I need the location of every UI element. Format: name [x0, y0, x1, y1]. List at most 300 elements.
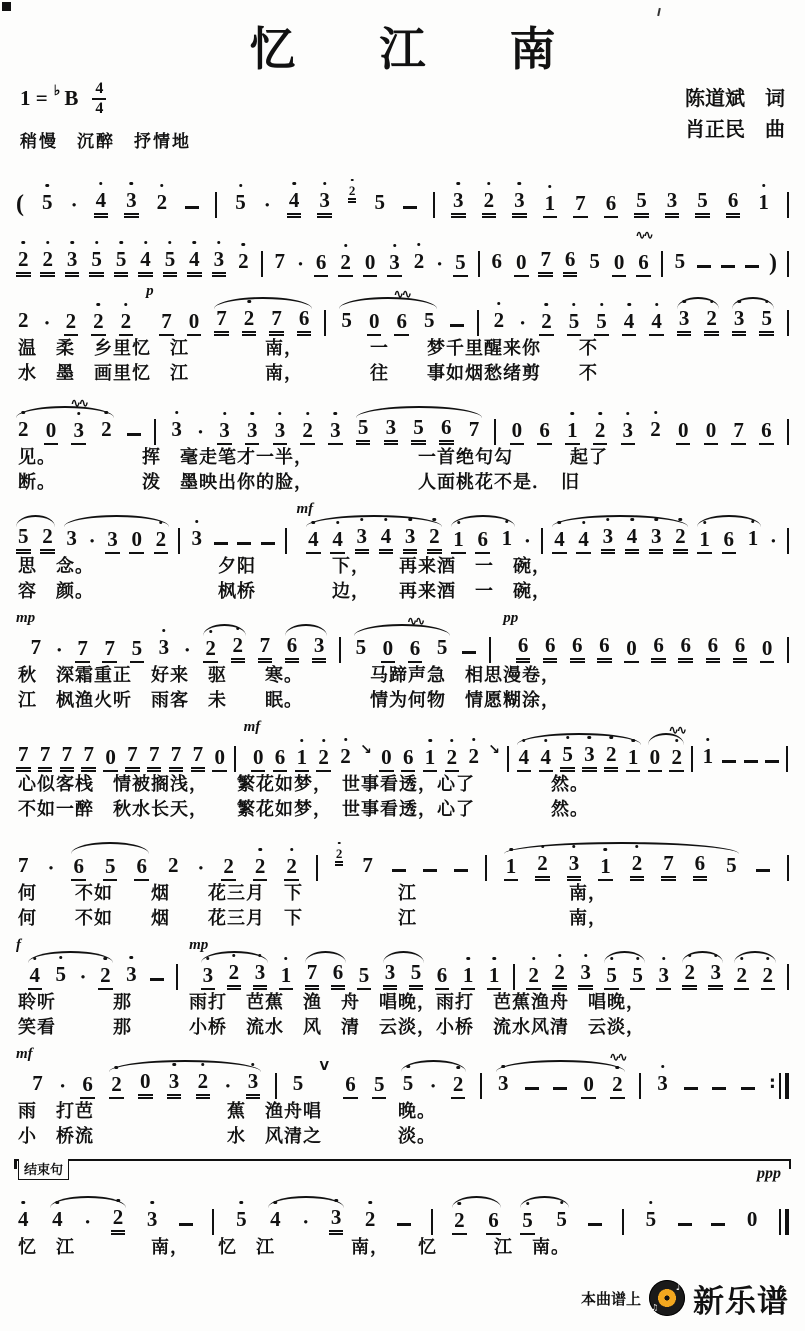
note-token: 6 — [651, 634, 666, 663]
note-token: 5 — [341, 307, 352, 332]
note-token: 4 — [649, 310, 664, 336]
note-token: 2 — [109, 1073, 124, 1099]
note-token: 5 — [436, 634, 448, 659]
note-token: 6 — [706, 634, 721, 663]
barline-icon — [787, 419, 789, 445]
note-token: 7 — [75, 637, 90, 663]
note-token: 1 — [598, 855, 613, 881]
note-token: 2 — [445, 746, 460, 772]
augmentation-dot: · — [183, 637, 191, 662]
augmentation-dot: · — [523, 528, 531, 553]
note-token: 3 — [655, 1072, 670, 1099]
key-tempo-block — [20, 81, 191, 152]
note-token: 2 — [704, 307, 719, 336]
lyric-line: 秋 深霜重正 好来 驱 寒。 马蹄声急 相思漫卷， — [18, 664, 560, 686]
lyricist-credit: 陈道斌 词 — [685, 85, 785, 110]
augmentation-dot: · — [296, 251, 304, 276]
note-token: 2 — [535, 852, 550, 881]
lyric-line: 何 不如 烟 花三月 下 江 南， — [18, 907, 607, 929]
note-token: 2 — [482, 189, 497, 218]
note-token: 3 — [328, 419, 343, 445]
note-token: 4 — [16, 1208, 31, 1235]
note-token: 2 — [40, 525, 55, 554]
augmentation-dot: · — [43, 310, 51, 335]
augmentation-dot: · — [55, 637, 63, 662]
note-token: 2 — [452, 1209, 467, 1235]
note-token: 3 — [621, 419, 636, 445]
note-token: 6 — [314, 251, 329, 277]
note-token: 5 — [103, 855, 118, 881]
system — [14, 393, 791, 495]
note-token: 2 — [98, 964, 113, 990]
system — [14, 225, 791, 277]
vinyl-record-icon — [649, 1280, 685, 1316]
note-token: 0 — [648, 746, 663, 772]
note-token: 3 — [732, 307, 747, 336]
barline-icon — [261, 251, 263, 277]
slur-arc — [354, 624, 450, 636]
note-token: 4 — [517, 746, 532, 772]
note-token: 4 — [94, 189, 109, 218]
flat-icon: ♭ — [53, 84, 61, 100]
augmentation-dot: · — [47, 855, 55, 880]
augmentation-dot: · — [79, 964, 87, 989]
duration-dash — [214, 542, 228, 545]
note-line: mf 7 · 6 2 0 3 2 · 3 5 V 6 5 5 · 2 3 0 2 ∿∿ 3 : — [14, 1047, 791, 1099]
note-token: 2 — [673, 525, 688, 554]
note-token: 2 — [761, 964, 776, 990]
note-token: 7 — [661, 852, 676, 881]
note-token: 2 — [316, 746, 331, 772]
brand-name: 新乐谱 — [693, 1283, 789, 1320]
note-token: 2 — [335, 847, 344, 866]
time-signature — [92, 81, 106, 117]
note-token: 2 — [451, 1073, 466, 1099]
note-token: 1 — [279, 964, 294, 990]
ending-bracket — [14, 1159, 791, 1181]
note-token: 6 — [733, 634, 748, 663]
duration-dash — [150, 978, 164, 981]
augmentation-dot: · — [769, 528, 777, 553]
barline-icon — [787, 528, 789, 554]
system — [14, 720, 791, 822]
note-token: 0 — [379, 746, 394, 772]
note-token: 0 — [581, 1073, 596, 1099]
note-token: 2 — [196, 1070, 211, 1099]
note-token: 3 — [190, 527, 205, 554]
barline-icon — [285, 528, 287, 554]
note-token: 2 — [18, 307, 29, 332]
note-token: 5 — [759, 307, 774, 336]
augmentation-dot: · — [197, 419, 205, 444]
note-token: 4 — [625, 525, 640, 554]
note-token: 5 — [409, 961, 424, 990]
duration-dash — [588, 1223, 602, 1226]
note-token: 2 — [154, 528, 169, 554]
note-token: 6 — [331, 961, 346, 990]
note-token: 2 — [91, 310, 106, 336]
barline-icon — [324, 310, 326, 336]
dynamic-mark: ppp — [757, 1164, 781, 1182]
note-token: 3 — [169, 418, 184, 445]
barline-icon — [787, 251, 789, 277]
duration-dash — [454, 869, 468, 872]
watermark-footer — [14, 1276, 791, 1321]
augmentation-dot: · — [302, 1209, 310, 1234]
note-token: 1 — [746, 527, 761, 554]
barline-icon — [316, 855, 318, 881]
note-token: 2 — [40, 248, 55, 277]
note-token: 4 — [622, 310, 637, 336]
note-token: 5 — [411, 416, 426, 445]
duration-dash — [423, 869, 437, 872]
note-token: 1 — [565, 419, 580, 445]
note-token: 5 — [356, 416, 371, 445]
note-token: 6 — [439, 416, 454, 445]
note-token: 3 — [273, 419, 288, 445]
note-token: 6 — [71, 855, 86, 881]
note-token: 2 — [284, 855, 299, 881]
note-token: 3 — [245, 419, 260, 445]
note-token: 1 — [701, 745, 716, 772]
lyric-line: 温 柔 乡里忆 江 南， 一 梦千里醒来你 不 — [18, 337, 598, 359]
note-token: 5 — [233, 191, 248, 218]
note-token: 3 — [66, 525, 77, 550]
note-token: 3 — [145, 1208, 160, 1235]
note-token: 7 — [362, 852, 373, 877]
note-token: 0 — [514, 251, 529, 277]
note-token: 0 — [381, 637, 396, 663]
barline-icon — [431, 1209, 433, 1235]
note-token: 6 — [726, 189, 741, 218]
note-line: 5 2 3 · 3 0 2 3 mf 4 4 3 4 3 2 1 6 1 · 4 4 3 4 3 2 1 6 1 · — [14, 502, 791, 554]
note-token: 6 — [678, 634, 693, 663]
barline-icon — [485, 855, 487, 881]
note-line — [14, 829, 791, 881]
barline-icon — [339, 637, 341, 663]
note-token: 2 — [552, 961, 567, 990]
augmentation-dot: · — [84, 1209, 92, 1234]
note-token: 0 — [44, 419, 59, 445]
note-token: 2 — [630, 852, 645, 881]
note-token: 6 — [297, 307, 312, 336]
barline-icon — [787, 192, 789, 218]
lyric-line: 不如一醉 秋水长天， 繁花如梦， 世事看透，心了 然。 — [18, 798, 589, 820]
note-token: 1 — [461, 964, 476, 990]
note-token: 6 — [604, 192, 619, 218]
note-token: 3 — [496, 1072, 511, 1099]
note-token: 6 — [597, 634, 612, 663]
lyric-line: 何 不如 烟 花三月 下 江 南， — [18, 882, 607, 904]
note-token: 3 — [567, 852, 582, 881]
barline-icon — [433, 192, 435, 218]
note-token: 1 — [756, 191, 771, 218]
augmentation-dot: · — [224, 1073, 232, 1098]
note-token: 4 — [50, 1208, 65, 1235]
barline-icon — [215, 192, 217, 218]
note-token: 2 — [734, 964, 749, 990]
note-token: 3 — [578, 961, 593, 990]
note-token: 2 — [593, 419, 608, 445]
duration-dash — [525, 1087, 539, 1090]
note-token: 6 — [80, 1073, 95, 1099]
note-token: 6 — [401, 746, 416, 772]
note-token: 5 — [424, 307, 435, 332]
tempo-marking: 稍慢 沉醉 抒情地 — [20, 131, 191, 152]
system — [14, 938, 791, 1040]
note-token: 4 — [306, 528, 321, 554]
barline-icon — [541, 528, 543, 554]
lyric-line: 断。 泼 墨映出你的脸， 人面桃花不是． 旧 — [18, 471, 580, 493]
augmentation-dot: · — [436, 251, 444, 276]
system — [14, 284, 791, 386]
duration-dash — [127, 433, 141, 436]
note-token: 7 — [731, 419, 746, 445]
repeat-barline-icon — [769, 1073, 789, 1099]
note-token: 0 — [510, 419, 525, 445]
note-token: 3 — [656, 964, 671, 990]
barline-icon — [787, 310, 789, 336]
note-token: 6 — [343, 1073, 358, 1099]
note-token: 3 — [451, 189, 466, 218]
duration-dash — [741, 1087, 755, 1090]
note-token: 3 — [383, 961, 398, 990]
note-token: 7 — [169, 743, 184, 772]
note-token: 1 — [543, 192, 558, 218]
barline-icon — [787, 637, 789, 663]
key-prefix: 1 = — [20, 86, 48, 111]
note-token: 4 — [552, 528, 567, 554]
lyric-line: 聆听 那 雨打 芭蕉 渔 舟 唱晚，雨打 芭蕉渔舟 唱晚， — [18, 991, 645, 1013]
note-token: 5 — [726, 852, 737, 877]
note-token: 7 — [573, 192, 588, 218]
note-token: 2 — [682, 961, 697, 990]
note-token: 6 — [475, 528, 490, 554]
slur-arc — [16, 406, 114, 418]
note-token: 7 — [32, 1070, 43, 1095]
note-token: 5 — [604, 964, 619, 990]
note-token: 2 — [526, 964, 541, 990]
note-token: 2 — [111, 1206, 126, 1235]
note-token: 5 — [372, 1073, 387, 1099]
slur-arc — [306, 515, 442, 527]
note-token: 3 — [124, 189, 139, 218]
note-token: 5 — [357, 964, 372, 990]
note-token: 3 — [384, 416, 399, 445]
slur-arc — [28, 951, 113, 963]
note-token: 6 — [435, 964, 450, 990]
note-token: 3 — [253, 961, 268, 990]
intro-paren: ) — [768, 249, 777, 276]
augmentation-dot: · — [429, 1073, 437, 1098]
note-token: 0 — [138, 1070, 153, 1099]
note-line — [14, 393, 791, 445]
note-token: 2 — [427, 525, 442, 554]
note-token: 5 — [234, 1208, 249, 1235]
composer-credit: 肖正民 曲 — [685, 116, 785, 141]
note-token: 2 ∿∿ — [610, 1073, 625, 1099]
note-token: 2 — [242, 307, 257, 336]
system — [14, 1159, 791, 1260]
system — [14, 166, 791, 218]
intro-paren: ( — [16, 190, 24, 217]
note-token: 3 — [387, 251, 402, 277]
duration-dash — [756, 869, 770, 872]
note-token: 3 — [65, 248, 80, 277]
slur-arc — [517, 733, 641, 745]
note-token: 6 — [273, 746, 288, 772]
note-token: 3 — [329, 1206, 344, 1235]
note-token: 5 — [54, 963, 69, 990]
lyric-line: 江 枫渔火听 雨客 未 眠。 情为何物 情愿糊涂， — [18, 689, 560, 711]
note-token: 5 — [589, 248, 600, 273]
augmentation-dot: · — [59, 1073, 67, 1098]
duration-dash — [711, 1223, 725, 1226]
note-token: 2 — [221, 855, 236, 881]
note-token: 7 — [274, 248, 285, 273]
note-token: 5 — [355, 634, 367, 659]
lyric-line: 容 颜。 枫桥 边， 再来酒 一 碗， — [18, 580, 551, 602]
final-barline-icon — [779, 1209, 789, 1235]
note-token: 2 — [167, 852, 179, 877]
note-token: 2 — [99, 418, 114, 445]
note-token: 0 — [363, 251, 378, 277]
note-token: 3 — [649, 525, 664, 554]
note-token: 5 — [163, 248, 178, 277]
note-line: f 4 5 · 2 3 mp 3 2 3 1 7 6 5 3 5 6 1 1 2 2 3 5 5 3 2 3 2 2 — [14, 938, 791, 990]
note-token: 3 — [403, 525, 418, 554]
note-token: 5 — [560, 743, 575, 772]
note-token: 3 ∿∿ — [71, 419, 86, 445]
note-token: 2 — [338, 251, 353, 277]
note-token: 7 — [159, 310, 174, 336]
duration-dash — [185, 206, 199, 209]
breath-mark-icon: V — [319, 1058, 329, 1073]
slur-arc — [496, 1060, 625, 1072]
note-token: 4 — [379, 525, 394, 554]
duration-dash — [744, 760, 758, 763]
watermark-prefix: 本曲谱上 — [580, 1289, 641, 1308]
barline-icon — [513, 964, 515, 990]
note-token: 7 — [18, 852, 29, 877]
system — [14, 502, 791, 604]
note-token: 7 — [269, 307, 284, 336]
note-token: 0 — [676, 419, 691, 445]
note-token: 0 — [704, 419, 719, 445]
note-token: 3 — [582, 743, 597, 772]
note-token: 3 — [665, 189, 680, 218]
lyric-line: 雨 打芭 蕉 渔舟唱 晚。 — [18, 1100, 436, 1122]
slide-down-icon: ↘ — [488, 741, 501, 758]
note-token: 3 — [312, 634, 327, 663]
note-token: 4 — [287, 189, 302, 218]
note-token: 2 — [300, 419, 315, 445]
note-token: 5 — [634, 189, 649, 218]
note-token: 2 — [231, 634, 246, 663]
barline-icon — [234, 746, 236, 772]
note-token: 7 — [81, 743, 96, 772]
note-token: 1 — [295, 746, 310, 772]
note-token: 7 — [125, 743, 140, 772]
duration-dash — [237, 542, 251, 545]
note-token: 0 — [187, 310, 202, 336]
note-token: 1 — [423, 746, 438, 772]
note-token: 6 — [563, 248, 578, 277]
duration-dash — [261, 542, 275, 545]
note-token: 6 — [543, 634, 558, 663]
note-token: 0 — [212, 746, 227, 772]
barline-icon — [489, 637, 491, 663]
augmentation-dot: · — [263, 192, 271, 217]
note-token: 7 — [30, 634, 42, 659]
note-token: 3 — [355, 525, 370, 554]
note-token: 5 — [401, 1072, 416, 1099]
slur-arc — [109, 1060, 261, 1072]
lyric-line: 忆 江 南， 忆 江 南， 忆 江 南。 — [18, 1236, 570, 1258]
duration-dash — [721, 265, 735, 268]
note-token: 5 — [644, 1208, 659, 1235]
note-token: 6 ∿∿ — [394, 310, 409, 336]
note-token: 7 — [538, 248, 553, 277]
note-line: 7 7 7 7 0 7 7 7 7 0 mf 0 6 1 2 2 ↘ 0 6 1 2 2 ↘ 4 4 5 3 2 1 0 2 ∿∿ 1 — [14, 720, 791, 772]
duration-dash — [450, 324, 464, 327]
note-token: 3 — [677, 307, 692, 336]
note-token: 0 — [760, 637, 775, 663]
note-token: 7 — [38, 743, 53, 772]
note-token: 0 — [746, 1206, 758, 1231]
note-token: 6 — [486, 1209, 501, 1235]
note-token: 6 — [285, 634, 300, 663]
note-token: 7 — [468, 416, 480, 441]
barline-icon — [507, 746, 509, 772]
note-token: 1 — [487, 964, 502, 990]
note-token: 7 — [147, 743, 162, 772]
note-token: 7 — [102, 637, 117, 663]
augmentation-dot: · — [197, 855, 205, 880]
note-token: 4 — [539, 746, 554, 772]
note-token: 6 — [759, 419, 774, 445]
note-token: 4 — [138, 248, 153, 277]
duration-dash — [765, 760, 779, 763]
note-token: 1 — [500, 527, 515, 554]
note-token: 5 — [292, 1070, 304, 1095]
repeat-dots: : — [768, 1073, 776, 1094]
note-token: 1 — [451, 528, 466, 554]
note-token: 2 — [16, 418, 31, 445]
duration-dash — [553, 1087, 567, 1090]
note-token: 6 — [722, 528, 737, 554]
note-token: 2 — [648, 418, 663, 445]
note-token: 5 — [695, 189, 710, 218]
system — [14, 1047, 791, 1149]
note-line: 2 · 2 2 2 p 7 0 7 2 7 6 5 0 6 ∿∿ 5 2 · 2 5 5 4 4 3 2 3 5 — [14, 284, 791, 336]
duration-dash — [678, 1223, 692, 1226]
note-token: 4 — [268, 1208, 283, 1235]
note-token: 6 — [570, 634, 585, 663]
time-bottom: 4 — [95, 99, 104, 117]
note-token: 5 — [630, 964, 645, 990]
lyric-line: 心似客栈 情被搁浅， 繁花如梦， 世事看透，心了 然。 — [18, 773, 589, 795]
note-token: 5 — [520, 1209, 535, 1235]
key-letter: B — [64, 86, 79, 111]
systems — [14, 166, 791, 1260]
note-token: 5 — [40, 191, 55, 218]
note-token: 5 — [453, 251, 468, 277]
duration-dash — [392, 869, 406, 872]
note-token: 2 — [155, 191, 170, 218]
note-token: 3 — [317, 189, 332, 218]
note-token: 7 — [214, 307, 229, 336]
